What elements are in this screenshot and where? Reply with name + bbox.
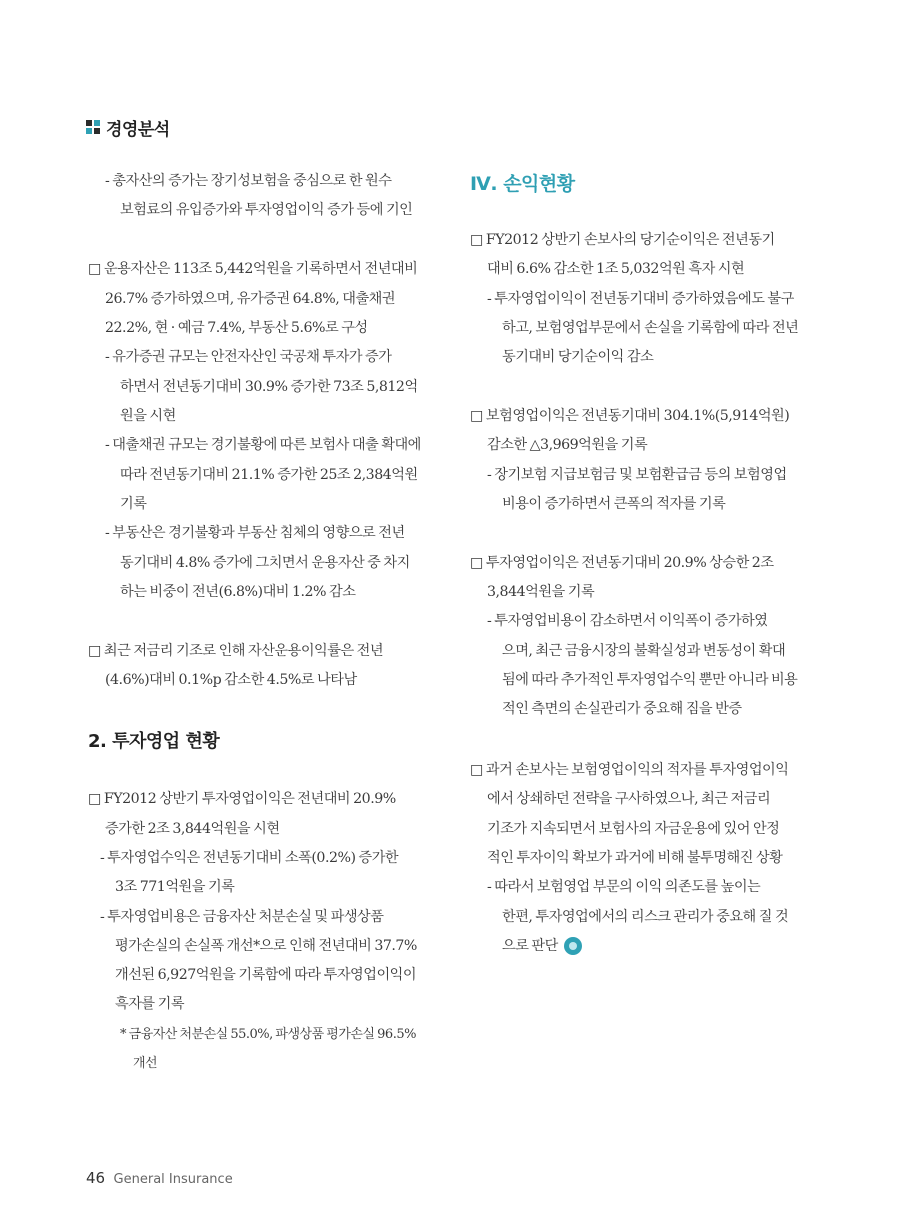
paragraph-line: 감소한 △3,969억원을 기록: [487, 437, 648, 453]
paragraph-line: □ 보험영업이익은 전년동기대비 304.1%(5,914억원): [470, 408, 790, 424]
section-title: 경영분석: [106, 119, 170, 140]
page-footer: [86, 1169, 233, 1187]
paragraph-line: 평가손실의 손실폭 개선*으로 인해 전년대비 37.7%: [115, 938, 417, 954]
paragraph-line: 하면서 전년동기대비 30.9% 증가한 73조 5,812억: [120, 379, 418, 395]
paragraph-line: - 총자산의 증가는 장기성보험을 중심으로 한 원수: [105, 173, 392, 189]
paragraph-line: 동기대비 당기순이익 감소: [502, 349, 654, 365]
paragraph-line: 3조 771억원을 기록: [115, 879, 235, 895]
paragraph-line: 증가한 2조 3,844억원을 시현: [105, 821, 280, 837]
footnote-line: 개선: [133, 1056, 158, 1071]
paragraph-line: - 유가증권 규모는 안전자산인 국공채 투자가 증가: [105, 349, 392, 365]
paragraph-line: 에서 상쇄하던 전략을 구사하였으나, 최근 저금리: [487, 791, 771, 807]
paragraph-line: 따라 전년동기대비 21.1% 증가한 25조 2,384억원: [120, 467, 418, 483]
paragraph-line: - 장기보험 지급보험금 및 보험환급금 등의 보험영업: [487, 467, 787, 483]
paragraph-line: □ FY2012 상반기 투자영업이익은 전년대비 20.9%: [88, 791, 396, 807]
paragraph-line: (4.6%)대비 0.1%p 감소한 4.5%로 나타남: [105, 672, 357, 688]
paragraph-line: 한편, 투자영업에서의 리스크 관리가 중요해 질 것: [502, 909, 789, 925]
paragraph-line: 비용이 증가하면서 큰폭의 적자를 기록: [502, 496, 726, 512]
paragraph-line: □ 투자영업이익은 전년동기대비 20.9% 상승한 2조: [470, 555, 774, 571]
paragraph-line: 하고, 보험영업부문에서 손실을 기록함에 따라 전년: [502, 320, 799, 336]
paragraph-line: □ 운용자산은 113조 5,442억원을 기록하면서 전년대비: [88, 261, 418, 277]
paragraph-line: - 대출채권 규모는 경기불황에 따른 보험사 대출 확대에: [105, 437, 421, 453]
paragraph-line: 22.2%, 현 · 예금 7.4%, 부동산 5.6%로 구성: [105, 320, 368, 336]
paragraph-line: □ 최근 저금리 기조로 인해 자산운용이익률은 전년: [88, 643, 384, 659]
page-number: 46: [86, 1169, 106, 1187]
section-marker-icon: [86, 120, 100, 134]
section-heading: 2. 투자영업 현황: [88, 731, 220, 752]
paragraph-line: 적인 투자이익 확보가 과거에 비해 불투명해진 상황: [487, 850, 783, 866]
paragraph-line: - 투자영업비용은 금융자산 처분손실 및 파생상품: [100, 909, 384, 925]
section-header: [86, 116, 170, 138]
paragraph-line: 흑자를 기록: [115, 996, 185, 1012]
footnote-line: * 금융자산 처분손실 55.0%, 파생상품 평가손실 96.5%: [120, 1027, 416, 1042]
paragraph-line: 개선된 6,927억원을 기록함에 따라 투자영업이익이: [115, 967, 417, 983]
paragraph-line: 적인 측면의 손실관리가 중요해 짐을 반증: [502, 701, 742, 717]
paragraph-line: - 투자영업비용이 감소하면서 이익폭이 증가하였: [487, 613, 768, 629]
paragraph-line: 기조가 지속되면서 보험사의 자금운용에 있어 안정: [487, 821, 780, 837]
paragraph-line: 으며, 최근 금융시장의 불확실성과 변동성이 확대: [502, 643, 786, 659]
paragraph-line: [502, 936, 582, 956]
paragraph-line: - 투자영업이익이 전년동기대비 증가하였음에도 불구: [487, 291, 794, 307]
paragraph-line: 3,844억원을 기록: [487, 584, 595, 600]
paragraph-line: 26.7% 증가하였으며, 유가증권 64.8%, 대출채권: [105, 291, 396, 307]
paragraph-line: □ FY2012 상반기 손보사의 당기순이익은 전년동기: [470, 232, 775, 248]
end-mark-icon: [564, 937, 582, 955]
paragraph-line: 보험료의 유입증가와 투자영업이익 증가 등에 기인: [120, 202, 413, 218]
paragraph-line: 됨에 따라 추가적인 투자영업수익 뿐만 아니라 비용: [502, 672, 798, 688]
paragraph-line: 동기대비 4.8% 증가에 그치면서 운용자산 중 차지: [120, 555, 410, 571]
paragraph-line: 원을 시현: [120, 408, 176, 424]
paragraph-line: - 부동산은 경기불황과 부동산 침체의 영향으로 전년: [105, 525, 405, 541]
paragraph-line: - 따라서 보험영업 부문의 이익 의존도를 높이는: [487, 879, 761, 895]
paragraph-line-text: 으로 판단: [502, 938, 558, 954]
paragraph-line: 대비 6.6% 감소한 1조 5,032억원 흑자 시현: [487, 261, 745, 277]
paragraph-line: - 투자영업수익은 전년동기대비 소폭(0.2%) 증가한: [100, 850, 399, 866]
paragraph-line: 하는 비중이 전년(6.8%)대비 1.2% 감소: [120, 584, 356, 600]
publication-label: General Insurance: [113, 1172, 233, 1187]
paragraph-line: □ 과거 손보사는 보험영업이익의 적자를 투자영업이익: [470, 762, 789, 778]
paragraph-line: 기록: [120, 496, 147, 512]
section-heading: Ⅳ. 손익현황: [470, 173, 575, 195]
